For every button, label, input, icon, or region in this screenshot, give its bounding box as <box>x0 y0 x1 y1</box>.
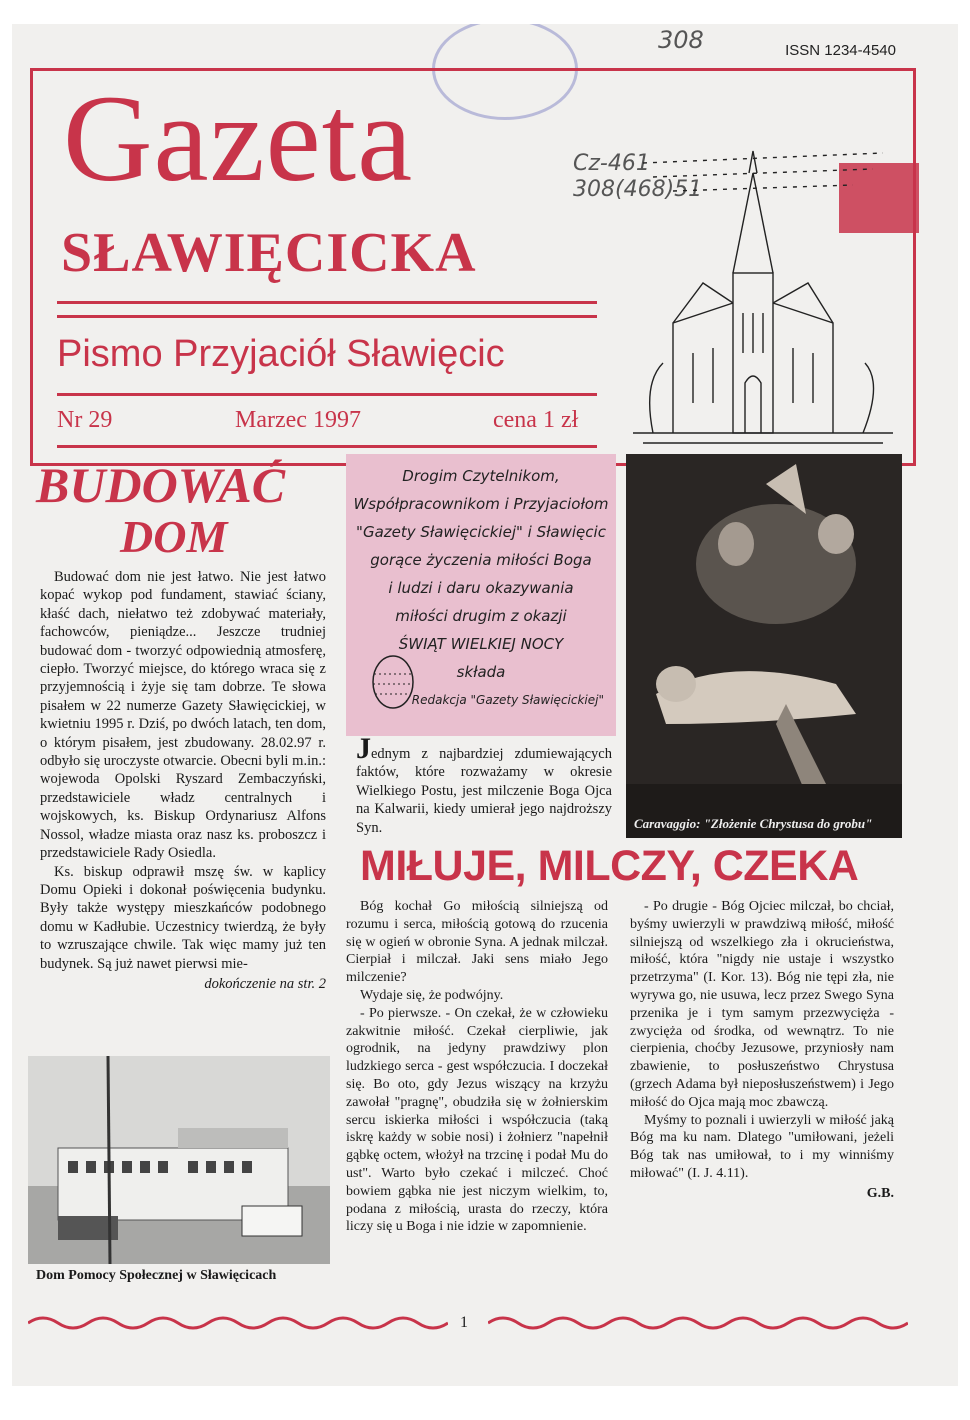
article1-heading-1: BUDOWAĆ <box>36 457 286 513</box>
article2-column-1 <box>346 898 608 1236</box>
greeting-line: składa <box>456 663 506 681</box>
greeting-line: Drogim Czytelnikom, <box>402 467 560 485</box>
title-slawiecicka: SŁAWIĘCICKA <box>61 222 477 284</box>
masthead-rule-4 <box>57 445 597 448</box>
handwritten-number: 308 <box>658 26 704 54</box>
easter-egg-icon <box>370 654 416 710</box>
greeting-line: ŚWIĄT WIELKIEJ NOCY <box>398 635 564 653</box>
care-home-photo <box>28 1056 330 1264</box>
painting-caption: Caravaggio: "Złożenie Chrystusa do grobu" <box>634 816 873 831</box>
greeting-line: i ludzi i daru okazywania <box>388 579 574 597</box>
article1-paragraph-1: Budować dom nie jest łatwo. Nie jest łatwo kopać wykop pod fundament, stawiać ściany, kłaść dach, niełatwo też zdobywać materiały, fachowców, pieniądze... Jeszcze trudniej budować dom - tworzyć odpowiednią atmosferę, ciepło. Tworzyć miejsce, do którego wraca się z przyjemnością i żyje się tam dobrze. Te słowa pisałem w 22 numerze Gazety Sławięcickiej, w kwietniu 1995 r. Dziś, po dwóch latach, ten dom, o którym pisałem, jest zbudowany. 28.02.97 r. odbyło się uroczyste otwarcie. Obecni byli m.in.: wojewoda Opolski Ryszard Zembaczyński, przedstawiciele władz centralnych i wojskowych, ks. Biskup Ordynariusz Alfons Nossol, władze miasta oraz nasz ks. proboszcz i przedstawiciele Rady Osiedla. <box>40 569 326 862</box>
masthead-rule-1 <box>57 301 597 304</box>
article2-paragraph: Myśmy to poznali i uwierzyli w miłość jaką Bóg ma ku nam. Dlatego "umiłowani, jeżeli Bóg tak nas umiłował, to i my winniśmy miłować" (I. J. 4.11). <box>630 1112 894 1181</box>
greeting-line: miłości drugim z okazji <box>395 607 567 625</box>
issue-number: Nr 29 <box>57 407 113 433</box>
greeting-line: "Gazety Sławięcickiej" i Sławięcic <box>356 523 606 541</box>
masthead <box>30 68 916 466</box>
greeting-line: Współpracownikom i Przyjaciołom <box>353 495 609 513</box>
article2-author: G.B. <box>866 1185 894 1201</box>
intro-text: ednym z najbardziej zdumiewających faktów, które rozważamy w okresie Wielkiego Postu, jest milczenie Boga Ojca na Kalwarii, kiedy umierał jego najdroższy Syn. <box>356 746 612 836</box>
care-home-caption: Dom Pomocy Społecznej w Sławięcicach <box>36 1268 277 1283</box>
easter-greeting-box <box>346 454 616 736</box>
issue-date: Marzec 1997 <box>235 407 361 433</box>
article2-column-2 <box>630 898 894 1203</box>
handwritten-sig-1: Cz-461 <box>573 151 650 176</box>
intro-dropcap: J <box>356 732 371 765</box>
continued-link[interactable]: dokończenie na str. 2 <box>204 975 326 992</box>
article2-paragraph: Bóg kochał Go miłością silniejszą od rozumu i serca, miłością gotową do rzucenia się w ogień w obronie Syna. A jednak milczał. Cierpiał i milczał. Jaki sens miało Jego milczenie? <box>346 899 608 986</box>
decorative-border-left <box>28 1316 448 1330</box>
greeting-line: gorące życzenia miłości Boga <box>370 551 592 569</box>
article1-heading-2: DOM <box>120 511 228 562</box>
newspaper-page <box>12 24 958 1386</box>
handwritten-sig-2: 308(468)51 <box>573 177 703 202</box>
issn: ISSN 1234-4540 <box>785 42 896 59</box>
article2-heading: MIŁUJE, MILCZY, CZEKA <box>360 842 859 890</box>
article2-paragraph: Wydaje się, że podwójny. <box>360 987 504 1003</box>
article1-body <box>40 568 326 993</box>
caravaggio-painting <box>626 454 902 838</box>
church-illustration <box>633 133 893 453</box>
article2-paragraph: - Po pierwsze. - On czekał, że w człowieku zakwitnie miłość. Czekał cierpliwie, jak ogrodnik, na jedyny prawdziwy plon ludzkiego serca - gest współczucia. I doczekał się. Bo oto, gdy Jezus wiszący na krzyżu zawołał "pragnę", obudziła się w żołnierskim sercu iskierka miłości i współczucia (taką iskrę każdy w sobie nosi) i żołnierz "napełnił gąbkę octem, włożył na trzcinę i podał Mu do ust". Warto było czekać i milczeć. Choć bowiem gąbka nie jest niczym wielkim, to, podana z miłością, urasta do rzeczy, która liczy się u Boga i nie idzie w zapomnienie. <box>346 1005 608 1235</box>
masthead-rule-3 <box>57 393 597 396</box>
intro-paragraph <box>356 732 612 837</box>
page-number: 1 <box>460 1314 468 1331</box>
title-gazeta: Gazeta <box>63 70 414 207</box>
article2-paragraph: - Po drugie - Bóg Ojciec milczał, bo chciał, byśmy uwierzyli w prawdziwą miłość, miłość silniejszą od wszelkiego zła i okrucieństwa, miłość, która "nigdy nie ustaje i wszystko przetrzyma" (I. Kor. 13). Bóg nie tępi zła, nie wyrywa go, nie usuwa, lecz przez Swego Syna przenika je i tym samym przezwycięża - zwycięża od środka, od wewnątrz. To nie cierpienia, choćby Jezusowe, przyniosły nam zbawienie, to posłuszeństwo Chrystusa (grzech Adama był nieposłuszeństwem) i Jego miłość do Ojca mają moc zbawczą. <box>630 899 894 1110</box>
article1-paragraph-2: Ks. biskup odprawił mszę św. w kaplicy Domu Opieki i dokonał poświęcenia budynku. Były także występy mieszkańców podobnego domu w Kadłubie. Uczestnicy twierdzą, że były to wzruszające chwile. Tak więc mamy już ten budynek. Są już nawet pierwsi mie- <box>40 863 326 972</box>
greeting-signature: Redakcja "Gazety Sławięcickiej" <box>411 693 604 707</box>
decorative-border-right <box>488 1316 908 1330</box>
issue-price: cena 1 zł <box>493 407 579 433</box>
masthead-subtitle: Pismo Przyjaciół Sławięcic <box>57 333 505 375</box>
masthead-rule-2 <box>57 315 597 318</box>
